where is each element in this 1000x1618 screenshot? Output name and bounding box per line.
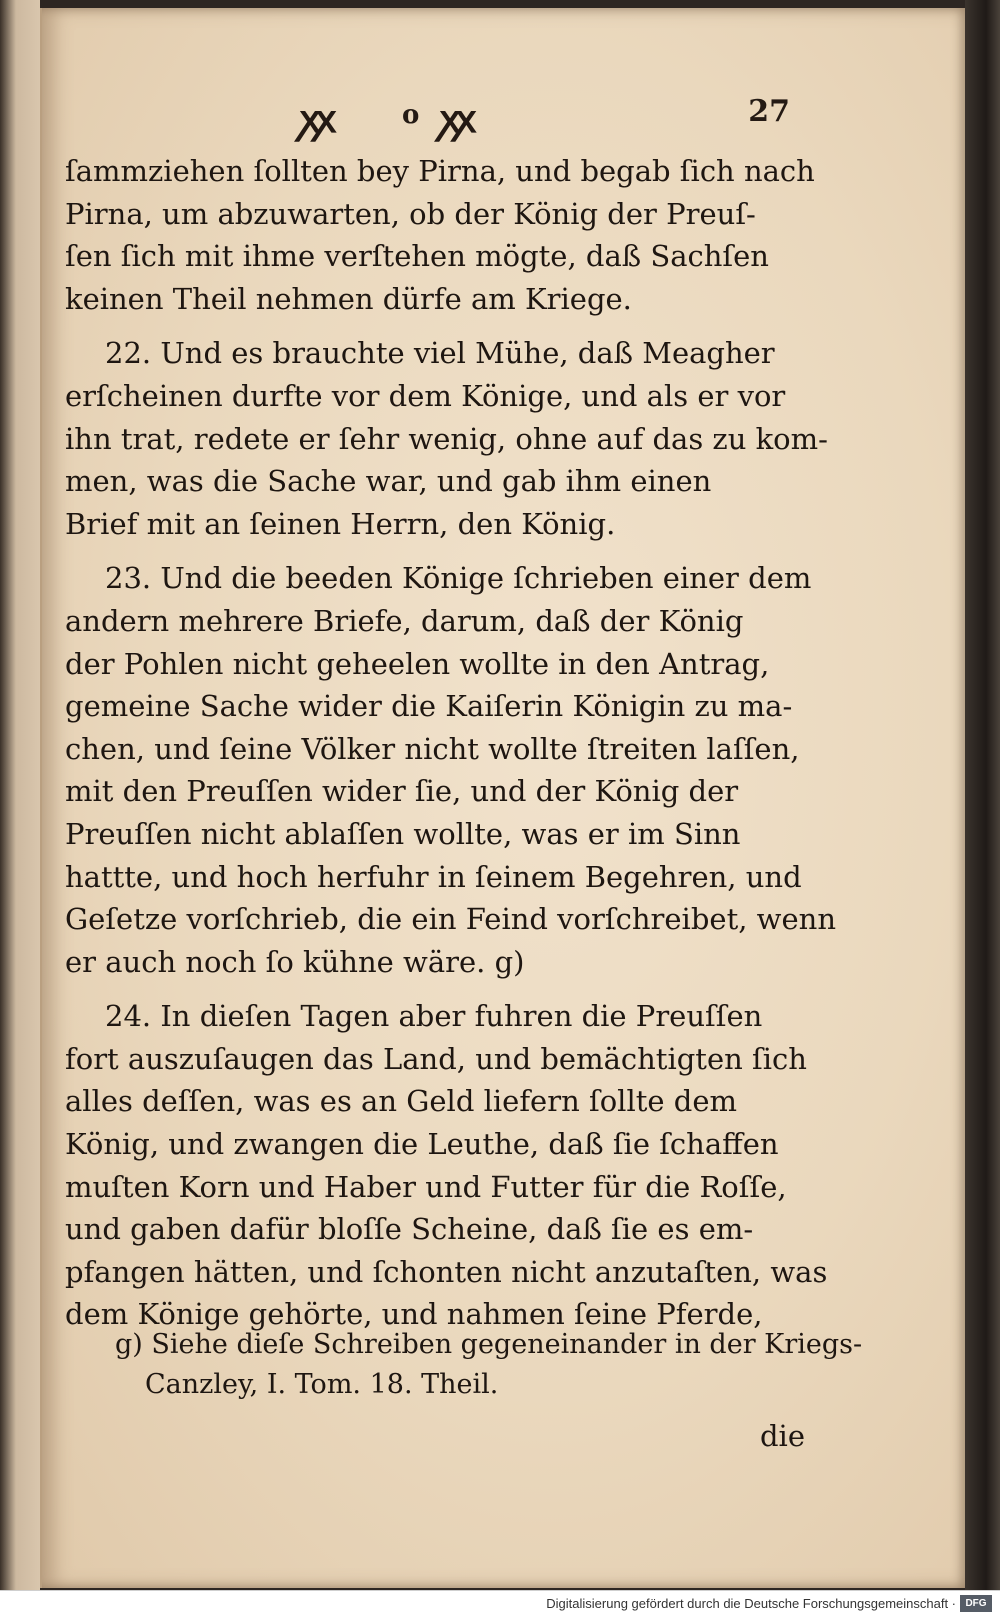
running-header [270, 92, 790, 142]
footnote-line: Canzley, I. Tom. 18. Theil. [145, 1369, 499, 1400]
text-line: ihn trat, redete er ſehr wenig, ohne auf das zu kom- [65, 421, 828, 456]
text-line: und gaben dafür bloſſe Scheine, daß ſie es em- [65, 1212, 754, 1247]
text-line: 22. Und es brauchte viel Mühe, daß Meagher [105, 336, 775, 371]
text-line: ſammziehen ſollten bey Pirna, und begab ſich nach [65, 154, 815, 188]
text-line: hattte, und hoch herfuhr in ſeinem Begehren, und [65, 859, 802, 894]
dfg-logo: DFG [960, 1595, 992, 1612]
text-line: fort auszuſaugen das Land, und bemächtigten ſich [65, 1041, 807, 1076]
text-line: Brief mit an ſeinen Herrn, den König. [65, 506, 616, 541]
text-line: chen, und ſeine Völker nicht wollte ſtreiten laſſen, [65, 731, 800, 766]
header-ornament-left: ꭗꭗ [300, 96, 333, 141]
text-line: muſten Korn und Haber und Futter für die Roſſe, [65, 1169, 787, 1204]
digitization-footer [0, 1590, 1000, 1618]
text-line: 23. Und die beeden Könige ſchrieben einer dem [105, 561, 812, 596]
text-line: Preuſſen nicht ablaſſen wollte, was er im Sinn [65, 816, 741, 851]
page-number: 27 [748, 94, 790, 129]
text-line: keinen Theil nehmen dürfe am Kriege. [65, 281, 632, 316]
text-line: alles deſſen, was es an Geld liefern ſollte dem [65, 1084, 737, 1119]
funding-credit: Digitalisierung gefördert durch die Deutsche Forschungsgemeinschaft · [546, 1596, 956, 1611]
previous-page-edge [0, 0, 40, 1590]
text-line: men, was die Sache war, und gab ihm einen [65, 464, 712, 499]
catchword: die [759, 1419, 805, 1453]
text-line: dem Könige gehörte, und nahmen ſeine Pferde, [65, 1297, 763, 1332]
header-ornament-center: o [402, 100, 416, 130]
text-line: pfangen hätten, und ſchonten nicht anzutaſten, was [65, 1254, 828, 1289]
book-cover-edge [965, 0, 1000, 1590]
paragraph-22 [65, 332, 828, 545]
footnote [115, 1325, 863, 1405]
text-line: gemeine Sache wider die Kaiſerin Königin zu ma- [65, 689, 793, 724]
text-line: König, und zwangen die Leuthe, daß ſie ſchaffen [65, 1127, 779, 1162]
text-line: andern mehrere Briefe, darum, daß der König [65, 603, 744, 638]
text-line: mit den Preuſſen wider ſie, und der König der [65, 774, 739, 809]
paragraph-24 [65, 995, 828, 1336]
text-line: Pirna, um abzuwarten, ob der König der Preuſ- [65, 196, 756, 231]
text-line: Geſetze vorſchrieb, die ein Feind vorſchreibet, wenn [65, 902, 836, 937]
text-line: 24. In dieſen Tagen aber fuhren die Preuſſen [105, 999, 763, 1034]
paragraph-continuation [65, 150, 815, 320]
text-line: er auch noch ſo kühne wäre. g) [65, 944, 525, 979]
text-line: der Pohlen nicht geheelen wollte in den Antrag, [65, 646, 770, 681]
text-line: erſcheinen durfte vor dem Könige, und als er vor [65, 378, 786, 413]
header-ornament-right: ꭗꭗ [440, 96, 473, 141]
paragraph-23 [65, 557, 836, 983]
text-line: ſen ſich mit ihme verſtehen mögte, daß Sachſen [65, 239, 769, 274]
footnote-line: g) Siehe dieſe Schreiben gegeneinander in der Kriegs- [115, 1329, 863, 1360]
